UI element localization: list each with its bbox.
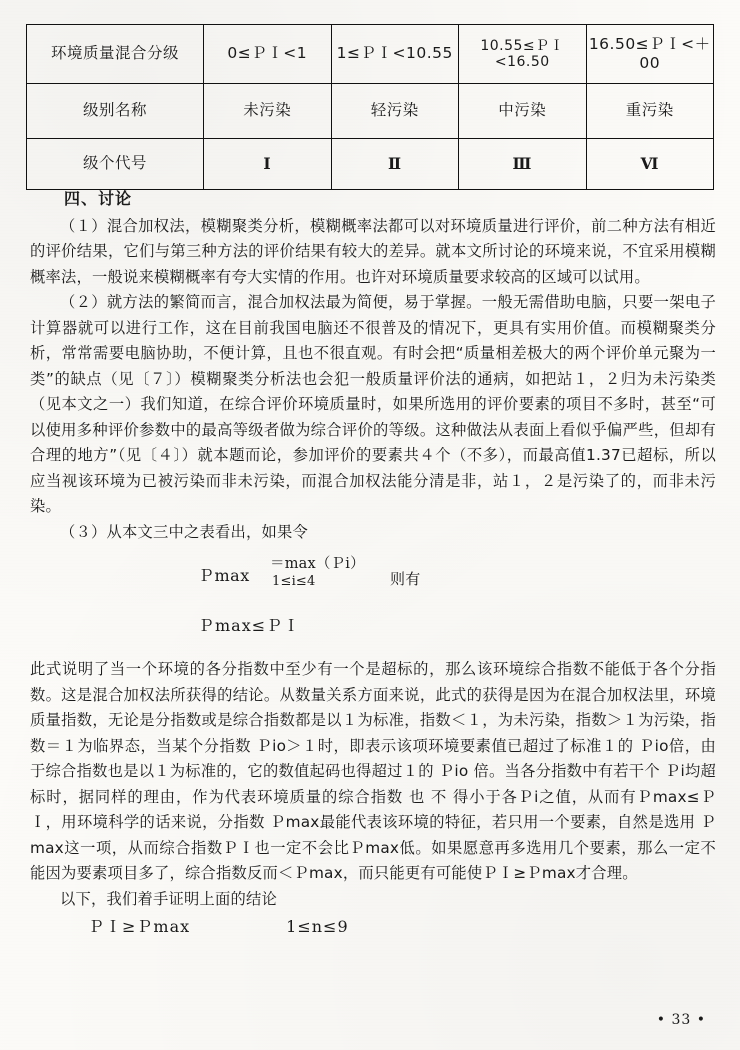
- table-cell: Ⅰ: [204, 139, 332, 190]
- table-row: [27, 84, 714, 139]
- formula-max-range: 1≤i≤4: [272, 574, 316, 590]
- table-cell: 中污染: [459, 84, 587, 139]
- table-row-label: 环境质量混合分级: [27, 25, 204, 84]
- paragraph-3: （３）从本文三中之表看出，如果令: [60, 522, 308, 541]
- table-cell: Ⅱ: [331, 139, 459, 190]
- paragraph-2: （２）就方法的繁简而言，混合加权法最为简便，易于掌握。一般无需借助电脑，只要一架电子计算器就可以进行工作，这在目前我国电脑还不很普及的情况下，更具有实用价值。而模糊聚类分析，常常需要电脑协助，不便计算，且也不很直观。有时会把“质量相差极大的两个评价单元聚为一类”的缺点（见〔７〕）模糊聚类分析法也会犯一般质量评价法的通病，如把站１，２归为未污染类（见本文之一）我们知道，在综合评价环境质量时，如果所选用的评价要素的项目不多时，甚至“可以使用多种评价参数中的最高等级者做为综合评价的等级。这种做法从表面上看似乎偏严些，但却有合理的地方”（见〔４〕）就本题而论，参加评价的要素共４个（不多），而最高值1.37已超标，所以应当视该环境为已被污染而非未污染，而混合加权法能分清是非，站１，２是污染了的，而非未污染。: [30, 293, 716, 515]
- table-cell: 重污染: [586, 84, 714, 139]
- formula-max-expression: [270, 555, 365, 589]
- table-cell: 16.50≤ＰＩ<＋00: [586, 25, 714, 84]
- table-cell: 1≤ＰＩ<10.55: [331, 25, 459, 84]
- section-title: 四、讨论: [64, 189, 133, 208]
- table-row-label: 级别名称: [27, 84, 204, 139]
- environment-grade-table: [26, 24, 714, 190]
- formula-block: [30, 555, 716, 651]
- article-body: [30, 186, 716, 940]
- formula-pmax-label: Ｐmax: [198, 566, 250, 585]
- proof-intro: 以下，我们着手证明上面的结论: [60, 889, 277, 908]
- formula-then-have: 则有: [390, 570, 421, 588]
- table-cell: 轻污染: [331, 84, 459, 139]
- table-cell: Ⅵ: [586, 139, 714, 190]
- formula-max-top: ＝max（Ｐi）: [270, 556, 365, 572]
- proof-formula-left: ＰＩ≥Ｐmax: [88, 917, 191, 936]
- paragraph-1: （１）混合加权法，模糊聚类分析，模糊概率法都可以对环境质量进行评价，前二种方法有相近的评价结果，它们与第三种方法的评价结果有较大的差异。就本文所讨论的环境来说，不宜采用模糊概率法，一般说来模糊概率有夸大实情的作用。也许对环境质量要求较高的区域可以试用。: [30, 216, 716, 286]
- paragraph-4: 此式说明了当一个环境的各分指数中至少有一个是超标的，那么该环境综合指数不能低于各个分指数。这是混合加权法所获得的结论。从数量关系方面来说，此式的获得是因为在混合加权法里，环境质量指数，无论是分指数或是综合指数都是以１为标准，指数＜１，为未污染，指数＞１为污染，指数＝１为临界态，当某个分指数 Ｐio＞１时，即表示该项环境要素值已超过了标准１的 Ｐio倍，由于综合指数也是以１为标准的，它的数值起码也得超过１的 Ｐio 倍。当各分指数中有若干个 Ｐi均超标时，据同样的理由，作为代表环境质量的综合指数 也 不 得小于各Ｐi之值，从而有Ｐmax≤ＰＩ，用环境科学的话来说，分指数 Ｐmax最能代表该环境的特征，若只用一个要素，自然是选用 Ｐmax这一项，从而综合指数ＰＩ也一定不会比Ｐmax低。如果愿意再多选用几个要素，那么一定不能因为要素项目多了，综合指数反而＜Ｐmax，而只能更有可能使ＰＩ≥Ｐmax才合理。: [30, 660, 716, 882]
- table-row-label: 级个代号: [27, 139, 204, 190]
- table-cell: 10.55≤ＰＩ<16.50: [459, 25, 587, 84]
- formula-pmax-le-pi: Ｐmax≤ＰＩ: [198, 616, 301, 635]
- proof-formula-right: 1≤n≤9: [286, 917, 349, 936]
- page-number: • 33 •: [656, 1012, 706, 1028]
- table-cell: 未污染: [204, 84, 332, 139]
- proof-formula: [30, 914, 716, 940]
- table-cell: 0≤ＰＩ<1: [204, 25, 332, 84]
- table-row: [27, 25, 714, 84]
- grade-table-container: [26, 24, 714, 190]
- table-row: [27, 139, 714, 190]
- table-cell: Ⅲ: [459, 139, 587, 190]
